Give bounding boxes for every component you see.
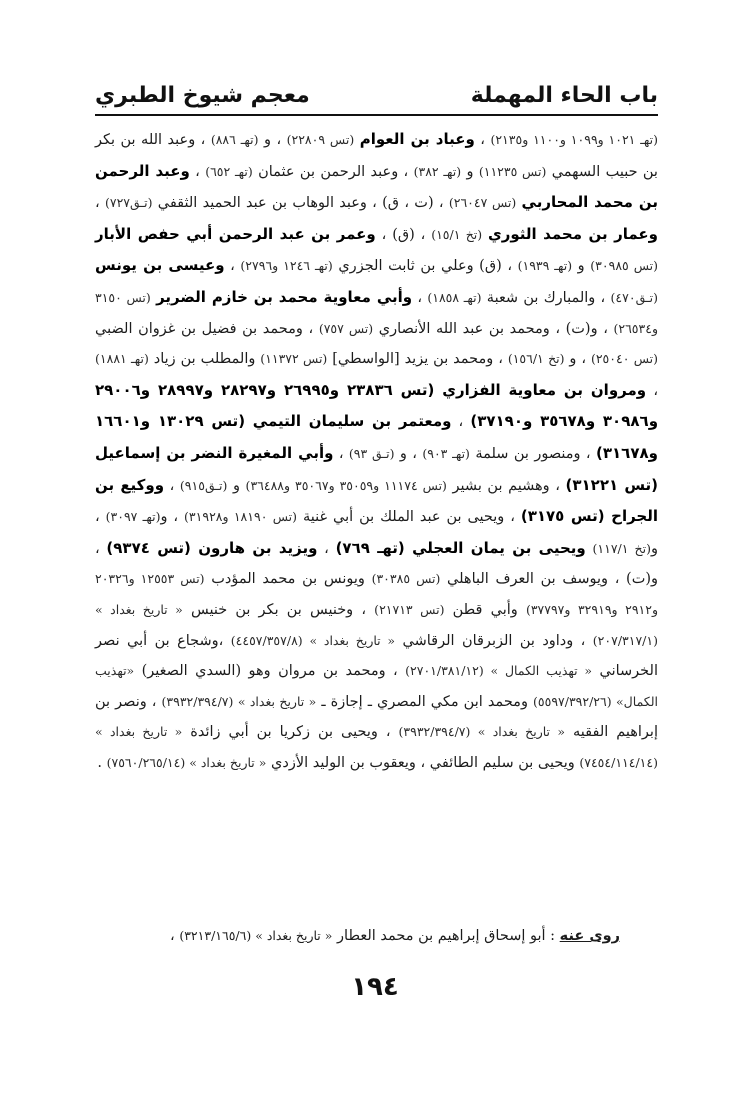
- text-run: و: [572, 258, 591, 275]
- text-run: و: [461, 163, 479, 180]
- source-reference: (تهـ ٣٨٢): [413, 163, 462, 179]
- source-reference: (تخ ١٥٦/١): [507, 351, 565, 367]
- source-reference: « تاريخ بغداد » (٢٠٧/٣١٧/١): [95, 601, 658, 648]
- text-run: ، ويحيى بن زكريا بن أبي زائدة: [182, 724, 399, 741]
- text-run: ، و: [564, 351, 591, 368]
- source-reference: « تاريخ بغداد » (٤٤٥٧/٣٥٧/٨): [230, 632, 396, 648]
- text-run: ومحمد ابن مكي المصري ـ إجازة ـ: [316, 693, 533, 710]
- chapter-title: باب الحاء المهملة: [470, 83, 658, 108]
- source-reference: (تس ٧٥٧): [318, 320, 374, 336]
- source-reference: (تـق٧٢٧): [104, 195, 153, 211]
- narrator-name-bold: ومروان بن معاوية الفزاري (تس ٢٣٨٣٦ و٢٦٩٩٥ و٢٨٢٩٧ و٢٨٩٩٧ و٢٩٠٠٦ و٣٠٩٨٦ و٣٥٦٧٨ و٣٧١٩٠): [95, 380, 659, 431]
- source-reference: « تاريخ بغداد » (٣٩٣٢/٣٩٤/٧): [398, 724, 566, 740]
- text-run: [586, 541, 593, 557]
- source-reference: (تهـ ١٠٢١ و١٠٩٩ و١١٠٠ و٢١٣٥): [490, 132, 659, 147]
- page-number: ١٩٤: [351, 972, 399, 1002]
- text-run: ، وعبد الله بن بكر بن حبيب السهمي: [95, 132, 658, 180]
- narrator-name-bold: ويحيى بن يمان العجلي (تهـ ٧٦٩): [335, 538, 586, 557]
- source-reference: « تاريخ بغداد » (٣٩٣٢/٣٩٤/٧): [161, 693, 317, 709]
- text-run: ،: [317, 540, 336, 557]
- narrator-name-bold: وعيسى بن يونس: [95, 256, 225, 275]
- text-run: ، وخنيس بن بكر بن خنيس: [182, 601, 375, 618]
- teachers-list-paragraph: [95, 124, 658, 778]
- text-run: ويحيى بن سليم الطائفي ، ويعقوب بن الوليد الأزدي: [266, 754, 580, 771]
- text-run: ،: [224, 258, 241, 275]
- source-reference: (تس ١٢٥٥٣ و٢٠٣٢٦ و٢٩١٢ و٣٢٩١٩ و٣٧٧٩٧): [95, 571, 659, 617]
- source-reference: «تهذيب الكمال» (٥٥٩٧/٣٩٢/٢٦): [95, 663, 658, 709]
- text-run: ، ومحمد بن يزيد [الواسطي]: [327, 351, 508, 368]
- source-reference: (تهـ ٨٨٦): [210, 132, 259, 147]
- narrator-reference: « تاريخ بغداد » (٣٢١٣/١٦٥/٦): [179, 928, 333, 943]
- text-run: ، ومحمد بن مروان وهو (السدي الصغير): [134, 663, 406, 680]
- narrator-text: : أبو إسحاق إبراهيم بن محمد العطار: [332, 928, 560, 944]
- text-run: وأبي قطن: [444, 601, 526, 618]
- narrators-from-him-line: [95, 928, 620, 944]
- narrator-end: ،: [170, 928, 180, 944]
- text-run: ، و: [160, 509, 185, 526]
- narrator-name-bold: وعبد الرحمن بن محمد المحاربي: [95, 161, 658, 212]
- narrator-name-bold: وأبي معاوية محمد بن خازم الضرير: [156, 287, 413, 306]
- source-reference: (تس ٢٢٨٠٩): [286, 132, 355, 147]
- source-reference: (تس ٣٠٩٨٥): [590, 258, 658, 274]
- text-run: .: [97, 754, 107, 771]
- text-run: ويونس بن محمد المؤدب: [204, 571, 372, 588]
- source-reference: (تخ ١١٧/١): [592, 540, 651, 556]
- text-run: ، ومحمد بن فضيل بن غزوان الضبي: [95, 320, 319, 337]
- narrator-name-bold: ووكيع بن الجراح (تس ٣١٧٥): [95, 475, 658, 526]
- source-reference: (تهـ ٦٥٢): [205, 163, 253, 179]
- text-run: و: [227, 477, 246, 494]
- source-reference: (تخ ١٥/١): [431, 226, 483, 242]
- narrator-name-bold: وعباد بن العوام: [359, 130, 475, 148]
- text-run: ، ومنصور بن سلمة: [469, 445, 597, 462]
- narrator-name-bold: ومعتمر بن سليمان التيمي (تس ١٣٠٢٩ و١٦٦٠١ و٣١٦٧٨): [95, 412, 658, 462]
- text-run: ، (ق) ،: [375, 226, 432, 243]
- source-reference: (تهـ ١٨٨١): [95, 351, 149, 367]
- text-run: ، و: [258, 132, 287, 148]
- text-run: ،: [412, 289, 428, 306]
- text-run: ، وعبد الرحمن بن عثمان: [252, 163, 414, 180]
- source-reference: « تهذيب الكمال » (٢٧٠١/٣٨١/١٢): [405, 663, 593, 679]
- text-run: ،وشجاع بن أبي نصر الخرساني: [95, 632, 658, 680]
- text-run: ، و: [95, 509, 658, 557]
- text-run: ،: [164, 477, 180, 494]
- text-run: ، وهشيم بن بشير: [446, 477, 566, 494]
- text-run: ،: [646, 382, 659, 399]
- text-run: ، و: [394, 445, 423, 462]
- narrator-name-bold: وعمار بن محمد الثوري: [488, 224, 658, 243]
- text-run: ، ونصر بن إبراهيم الفقيه: [95, 693, 658, 741]
- source-reference: (تهـ ١٢٤٦ و٢٧٩٦): [240, 258, 333, 274]
- text-run: ، وداود بن الزبرقان الرقاشي: [395, 632, 593, 649]
- source-reference: (تهـ ٣٠٩٧): [105, 509, 161, 525]
- text-run: ، و(ت) ، ومحمد بن عبد الله الأنصاري: [373, 320, 614, 337]
- source-reference: (تس ٢٥٠٤٠): [590, 351, 658, 367]
- source-reference: (تس ١١٢٣٥): [478, 163, 547, 179]
- source-reference: (تهـ ١٩٣٩): [517, 258, 573, 274]
- source-reference: (تس ١١١٧٤ و٣٥٠٥٩ و٣٥٠٦٧ و٣٦٤٨٨): [245, 477, 447, 493]
- source-reference: (تس ١١٣٧٢): [260, 351, 328, 367]
- text-run: ، و(ت) ، ويوسف بن العرف الباهلي: [95, 540, 659, 588]
- source-reference: (تـق٩١٥): [179, 477, 228, 493]
- source-reference: (تس ٢١٧١٣): [374, 601, 445, 617]
- source-reference: « تاريخ بغداد » (٧٤٥٤/١١٤/١٤): [95, 724, 658, 770]
- narrated-from-him-label: روى عنه: [559, 928, 620, 944]
- text-run: ،: [474, 132, 491, 148]
- text-run: ، (ت ، ق) ، وعبد الوهاب بن عبد الحميد الثقفي: [152, 195, 449, 212]
- text-run: ، ويحيى بن عبد الملك بن أبي غنية: [297, 509, 521, 526]
- source-reference: (تس ١٨١٩٠ و٣١٩٢٨): [184, 509, 298, 525]
- book-title: معجم شيوخ الطبري: [95, 83, 310, 108]
- source-reference: (تس ٢٦٠٤٧): [448, 195, 517, 211]
- source-reference: « تاريخ بغداد » (٧٥٦٠/٢٦٥/١٤): [106, 754, 267, 770]
- source-reference: (تـق٤٧٠): [610, 289, 659, 305]
- source-reference: (تس ٣١٥٠ و٢٦٥٣٤): [95, 289, 658, 336]
- text-run: ، والمبارك بن شعبة: [481, 289, 611, 306]
- text-run: ،: [451, 414, 471, 431]
- text-run: والمطلب بن زياد: [148, 351, 261, 368]
- source-reference: (تـق ٩٣): [348, 445, 395, 461]
- text-run: ، (ق) وعلي بن ثابت الجزري: [332, 258, 518, 275]
- text-run: ،: [333, 445, 349, 462]
- narrator-name-bold: وعمر بن عبد الرحمن أبي حفص الأبار: [95, 224, 376, 243]
- text-run: ،: [189, 163, 206, 180]
- source-reference: (تس ٣٠٣٨٥): [371, 571, 441, 587]
- narrator-name-bold: ويزيد بن هارون (تس ٩٣٧٤): [106, 538, 318, 557]
- source-reference: (تهـ ٩٠٣): [422, 445, 470, 461]
- source-reference: (تهـ ١٨٥٨): [427, 289, 482, 305]
- page-header: [95, 70, 658, 116]
- text-run: ،: [95, 195, 105, 212]
- narrator-name-bold: وأبي المغيرة النضر بن إسماعيل (تس ٣١٢٢١): [95, 443, 659, 494]
